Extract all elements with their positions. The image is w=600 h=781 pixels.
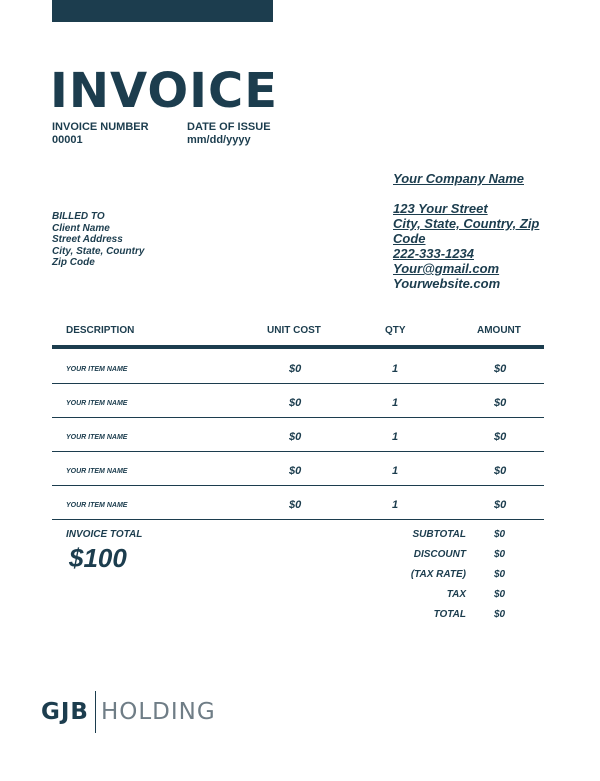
invoice-number-label: INVOICE NUMBER — [52, 121, 149, 133]
invoice-number-block — [52, 121, 149, 147]
table-row — [52, 383, 544, 418]
item-name: YOUR ITEM NAME — [66, 502, 128, 509]
tax-rate-label: (TAX RATE) — [410, 569, 466, 580]
tax-rate-value: $0 — [494, 569, 506, 580]
col-header-description: DESCRIPTION — [66, 325, 135, 336]
item-name: YOUR ITEM NAME — [66, 468, 128, 475]
client-name: Client Name — [52, 222, 110, 234]
col-header-amount: AMOUNT — [477, 325, 521, 336]
company-logo — [41, 691, 216, 733]
subtotal-label: SUBTOTAL — [412, 529, 466, 540]
logo-divider — [95, 691, 96, 733]
item-unit-cost: $0 — [289, 431, 302, 443]
item-qty: 1 — [392, 499, 399, 511]
item-name: YOUR ITEM NAME — [66, 434, 128, 441]
tax-label: TAX — [446, 589, 466, 600]
item-unit-cost: $0 — [289, 397, 302, 409]
invoice-total-value: $100 — [69, 543, 127, 573]
table-row — [52, 451, 544, 486]
date-of-issue-block — [187, 121, 271, 147]
logo-brand: GJB — [41, 699, 89, 725]
table-row — [52, 349, 544, 384]
company-city: City, State, Country, Zip Code — [393, 216, 540, 246]
item-qty: 1 — [392, 363, 399, 375]
company-website: Yourwebsite.com — [393, 276, 501, 291]
item-unit-cost: $0 — [289, 465, 302, 477]
billed-to-block — [52, 211, 144, 269]
item-amount: $0 — [494, 499, 507, 511]
item-amount: $0 — [494, 397, 507, 409]
date-of-issue-value: mm/dd/yyyy — [187, 134, 251, 146]
company-block — [393, 171, 563, 291]
company-phone: 222-333-1234 — [393, 246, 474, 261]
table-row — [52, 485, 544, 520]
item-amount: $0 — [494, 363, 507, 375]
col-header-qty: QTY — [385, 325, 406, 336]
col-header-unit-cost: UNIT COST — [267, 325, 321, 336]
company-name: Your Company Name — [393, 171, 524, 186]
tax-value: $0 — [494, 589, 506, 600]
invoice-title: INVOICE — [50, 63, 279, 119]
logo-suffix: HOLDING — [100, 699, 216, 725]
item-amount: $0 — [494, 465, 507, 477]
invoice-number-value: 00001 — [52, 134, 83, 146]
table-row — [52, 417, 544, 452]
company-street: 123 Your Street — [393, 201, 488, 216]
header-accent-bar — [52, 0, 273, 22]
item-qty: 1 — [392, 397, 399, 409]
discount-label: DISCOUNT — [413, 549, 466, 560]
subtotal-value: $0 — [494, 529, 506, 540]
date-of-issue-label: DATE OF ISSUE — [187, 121, 271, 133]
item-unit-cost: $0 — [289, 363, 302, 375]
item-name: YOUR ITEM NAME — [66, 366, 128, 373]
company-email: Your@gmail.com — [393, 261, 500, 276]
client-city: City, State, Country — [52, 245, 145, 257]
total-value: $0 — [494, 609, 506, 620]
discount-value: $0 — [494, 549, 506, 560]
invoice-total-label: INVOICE TOTAL — [66, 529, 143, 540]
item-amount: $0 — [494, 431, 507, 443]
item-unit-cost: $0 — [289, 499, 302, 511]
total-label: TOTAL — [433, 609, 466, 620]
client-street: Street Address — [52, 234, 123, 245]
item-qty: 1 — [392, 431, 399, 443]
billed-to-label: BILLED TO — [52, 211, 105, 222]
item-name: YOUR ITEM NAME — [66, 400, 128, 407]
client-zip: Zip Code — [52, 257, 95, 268]
item-qty: 1 — [392, 465, 399, 477]
